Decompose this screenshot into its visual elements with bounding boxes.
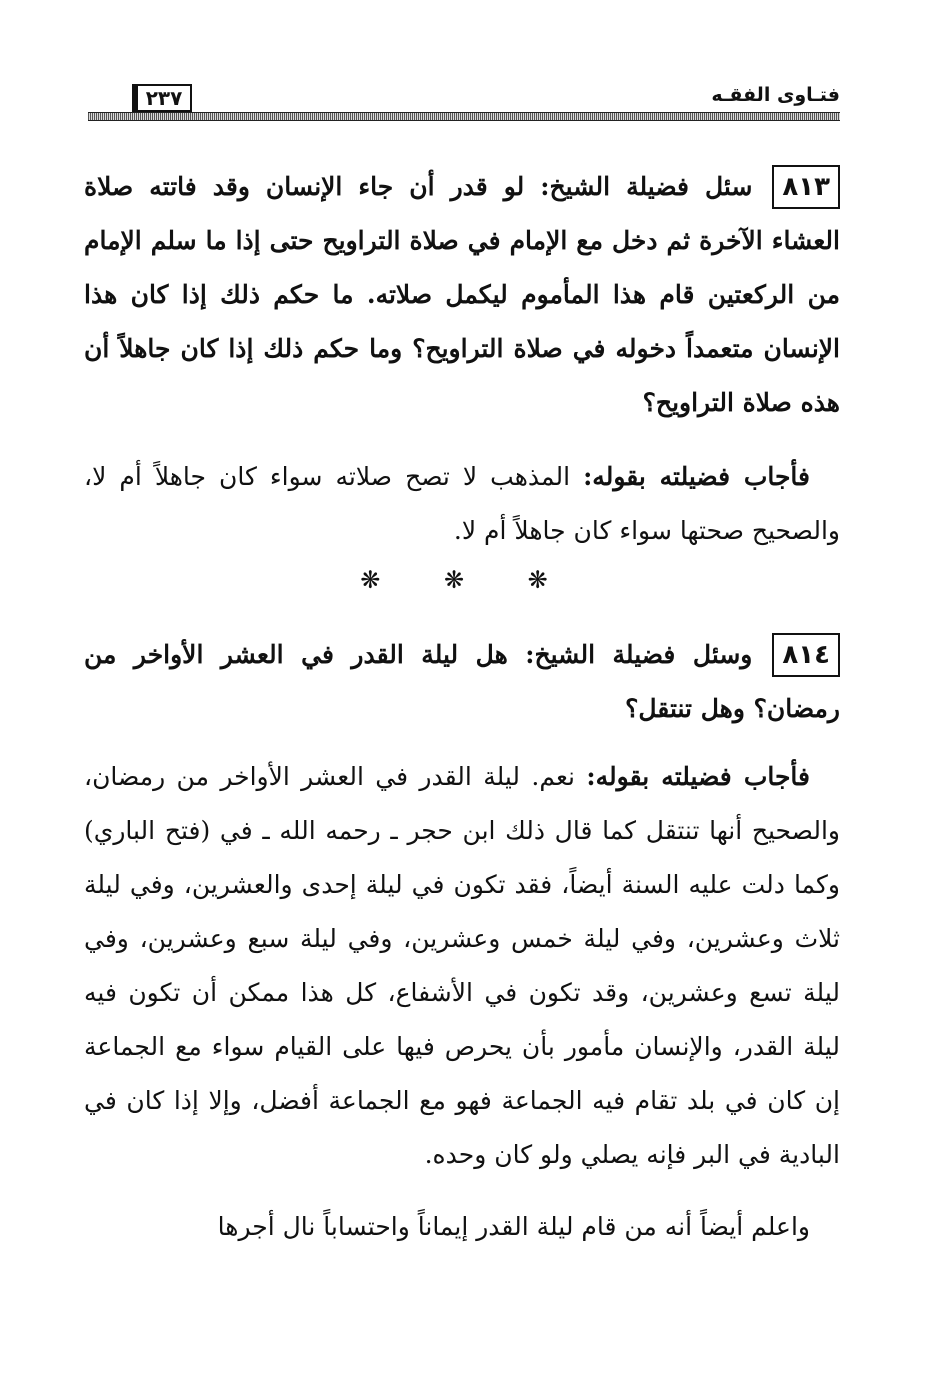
fatwa-813-answer: المذهب لا تصح صلاته سواء كان جاهلاً أم لا، والصحيح صحتها سواء كان جاهلاً أم لا.: [84, 462, 840, 545]
fatwa-814-answer-block: [84, 750, 840, 1182]
fatwa-number-814: ٨١٤: [772, 633, 840, 677]
fatwa-number-813: ٨١٣: [772, 165, 840, 209]
header-rule: [88, 112, 840, 121]
fatwa-814-question-block: [84, 628, 840, 736]
running-header: [88, 84, 840, 124]
fatwa-813-question-block: [84, 160, 840, 430]
fatwa-814-answer: نعم. ليلة القدر في العشر الأواخر من رمضان، والصحيح أنها تنتقل كما قال ذلك ابن حجر ـ رحمه الله ـ في (فتح الباري) وكما دلت عليه السنة أيضاً، فقد تكون في ليلة إحدى والعشرين، وفي ليلة ثلاث وعشرين، وفي ليلة خمس وعشرين، وفي ليلة سبع وعشرين، وفي ليلة تسع وعشرين، وقد تكون في الأشفاع، كل هذا ممكن أن تكون فيه ليلة القدر، والإنسان مأمور بأن يحرص فيها على القيام سواء مع الجماعة إن كان في بلد تقام فيه الجماعة فهو مع الجماعة أفضل، وإلا إذا كان في البادية في البر فإنه يصلي ولو كان وحده.: [84, 762, 840, 1169]
book-title: فتـاوى الفقـه: [711, 84, 840, 106]
fatwa-814-answer-lead: فأجاب فضيلته بقوله:: [586, 762, 810, 791]
fatwa-813-answer-lead: فأجاب فضيلته بقوله:: [583, 462, 810, 491]
page-number: ٢٣٧: [132, 84, 192, 112]
fatwa-814-continuation: واعلم أيضاً أنه من قام ليلة القدر إيماناً واحتساباً نال أجرها: [217, 1212, 810, 1241]
fatwa-813-question: سئل فضيلة الشيخ: لو قدر أن جاء الإنسان وقد فاتته صلاة العشاء الآخرة ثم دخل مع الإمام في صلاة التراويح حتى إذا ما سلم الإمام من الركعتين قام هذا المأموم ليكمل صلاته. ما حكم ذلك إذا كان هذا الإنسان متعمداً دخوله في صلاة التراويح؟ وما حكم ذلك إذا كان جاهلاً أن هذه صلاة التراويح؟: [84, 172, 840, 417]
fatwa-814-question: وسئل فضيلة الشيخ: هل ليلة القدر في العشر الأواخر من رمضان؟ وهل تنتقل؟: [84, 640, 840, 723]
fatwa-813-answer-block: [84, 450, 840, 558]
fatwa-814-continuation-block: [84, 1200, 840, 1254]
section-separator: ❋ ❋ ❋: [360, 566, 576, 594]
